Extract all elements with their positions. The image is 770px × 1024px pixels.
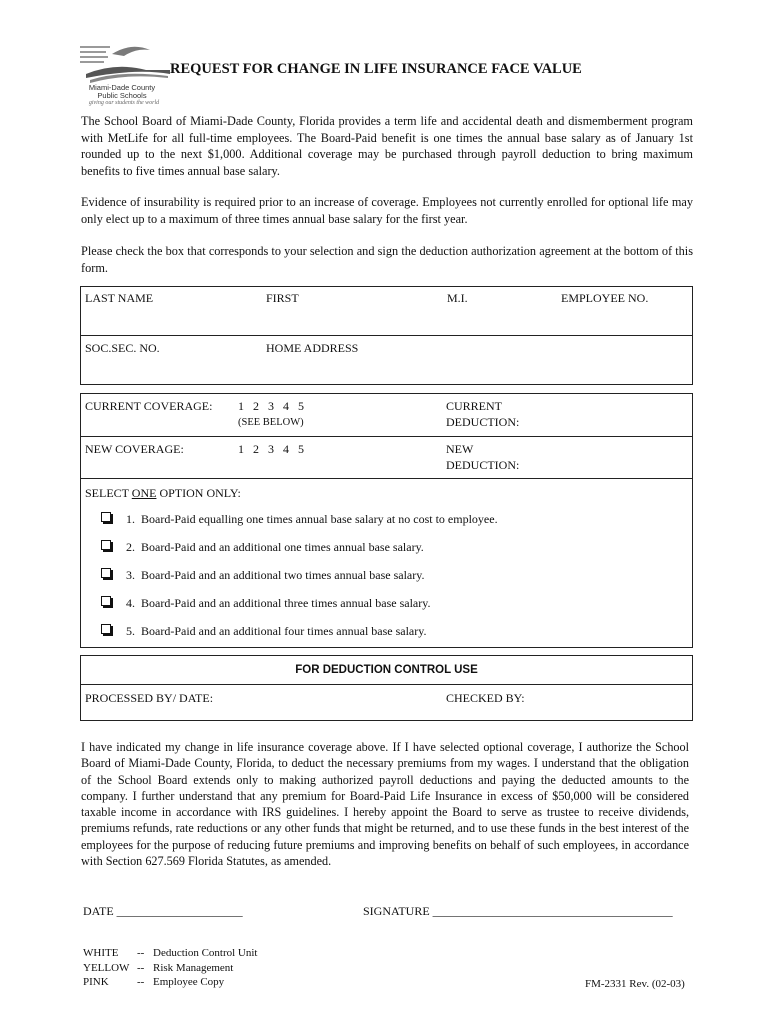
coverage-divider-1: [80, 436, 693, 437]
current-deduction-label-1: CURRENT: [446, 399, 503, 413]
employee-number-field[interactable]: EMPLOYEE NO.: [561, 291, 649, 305]
signature-line-field[interactable]: ________________________________________: [432, 904, 673, 918]
option-3-checkbox[interactable]: [101, 568, 111, 578]
form-title: REQUEST FOR CHANGE IN LIFE INSURANCE FACE VALUE: [170, 61, 582, 77]
last-name-field[interactable]: LAST NAME: [85, 291, 154, 305]
form-number: FM-2331 Rev. (02-03): [585, 978, 685, 990]
signature-row: [363, 903, 673, 919]
copy-sep: --: [137, 976, 145, 988]
new-deduction-label-1: NEW: [446, 442, 474, 456]
logo-name-line1: Miami-Dade County: [88, 83, 156, 92]
select-prefix: SELECT: [85, 486, 132, 500]
option-4-label: 4. Board-Paid and an additional three times annual base salary.: [126, 596, 431, 610]
copy-row-yellow: [83, 961, 258, 976]
district-logo: [76, 40, 176, 110]
option-2-checkbox[interactable]: [101, 540, 111, 550]
intro-paragraph-2: Evidence of insurability is required prior to an increase of coverage. Employees not currently enrolled for optional life may only elect up to a maximum of three times annual base salary for the first year.: [81, 195, 693, 226]
select-one-emphasis: ONE: [131, 486, 157, 500]
intro-paragraph-3: Please check the box that corresponds to your selection and sign the deduction authorization agreement at the bottom of this form.: [81, 244, 693, 275]
ssn-field[interactable]: SOC.SEC. NO.: [85, 341, 160, 355]
option-5-checkbox[interactable]: [101, 624, 111, 634]
option-4-checkbox[interactable]: [101, 596, 111, 606]
logo-name-line2: Public Schools: [97, 91, 147, 100]
see-below-note: (SEE BELOW): [238, 417, 304, 428]
processed-by-field[interactable]: PROCESSED BY/ DATE:: [85, 691, 214, 705]
copies-distribution: [83, 946, 258, 990]
copy-dest: Employee Copy: [153, 976, 225, 988]
copy-color: YELLOW: [83, 961, 130, 974]
home-address-field[interactable]: HOME ADDRESS: [266, 341, 359, 355]
new-coverage-label: NEW COVERAGE:: [85, 442, 184, 456]
date-signature-row: [83, 903, 243, 919]
coverage-divider-2: [80, 478, 693, 479]
deduction-control-heading: FOR DEDUCTION CONTROL USE: [295, 664, 478, 676]
intro-paragraph-1: The School Board of Miami-Dade County, Florida provides a term life and accidental death and dismemberment program with MetLife for all full-time employees. The Board-Paid benefit is one times the annual base salary as of January 1st rounded up to the next $1,000. Additional coverage may be purchased through payroll deduction to bring maximum benefits to five times annual base salary.: [81, 114, 693, 178]
logo-tagline: giving our students the world: [88, 100, 160, 106]
copy-color: PINK: [83, 976, 109, 988]
option-2-label: 2. Board-Paid and an additional one times annual base salary.: [126, 540, 424, 554]
select-one-instruction: [85, 485, 241, 501]
option-5-label: 5. Board-Paid and an additional four times annual base salary.: [126, 624, 427, 638]
copy-sep: --: [137, 947, 145, 959]
current-coverage-label: CURRENT COVERAGE:: [85, 399, 213, 413]
copy-sep: --: [137, 961, 145, 974]
option-1-checkbox[interactable]: [101, 512, 111, 522]
middle-initial-field[interactable]: M.I.: [447, 291, 468, 305]
copy-row-white: [83, 946, 258, 961]
book-swoosh-icon: [76, 40, 176, 84]
current-deduction-label-2[interactable]: DEDUCTION:: [446, 415, 520, 429]
copy-color: WHITE: [83, 947, 119, 959]
date-label: DATE: [83, 904, 114, 918]
employee-divider: [80, 335, 693, 336]
option-3-label: 3. Board-Paid and an additional two times annual base salary.: [126, 568, 425, 582]
date-line-field[interactable]: _____________________: [116, 904, 243, 918]
signature-label: SIGNATURE: [363, 904, 430, 918]
control-divider: [80, 684, 693, 685]
copy-dest: Deduction Control Unit: [153, 947, 258, 959]
new-deduction-label-2[interactable]: DEDUCTION:: [446, 458, 520, 472]
checked-by-field[interactable]: CHECKED BY:: [446, 691, 525, 705]
copy-row-pink: [83, 975, 258, 990]
current-coverage-options[interactable]: 1 2 3 4 5: [238, 399, 304, 413]
authorization-text: I have indicated my change in life insurance coverage above. If I have selected optional coverage, I authorize the School Board of Miami-Dade County, Florida, to deduct the necessary premiums from my wages. I understand that the obligation of the School Board extends only to making authorized payroll deductions and paying the deducted amounts to the company. I further understand that any premium for Board-Paid Life Insurance in excess of $50,000 will be considered taxable income in accordance with IRS guidelines. I hereby appoint the Board to serve as trustee to receive dividends, premiums refunds, rate reductions or any other funds that might be returned, and to use these funds in the best interest of the employees for the purpose of reducing future premiums and improving benefits on behalf of such employees, in accordance with Section 627.569 Florida Statutes, as amended.: [81, 740, 689, 869]
new-coverage-options[interactable]: 1 2 3 4 5: [238, 442, 304, 456]
first-name-field[interactable]: FIRST: [266, 291, 299, 305]
option-1-label: 1. Board-Paid equalling one times annual base salary at no cost to employee.: [126, 512, 498, 526]
copy-dest: Risk Management: [153, 961, 234, 974]
select-suffix: OPTION ONLY:: [156, 486, 241, 500]
